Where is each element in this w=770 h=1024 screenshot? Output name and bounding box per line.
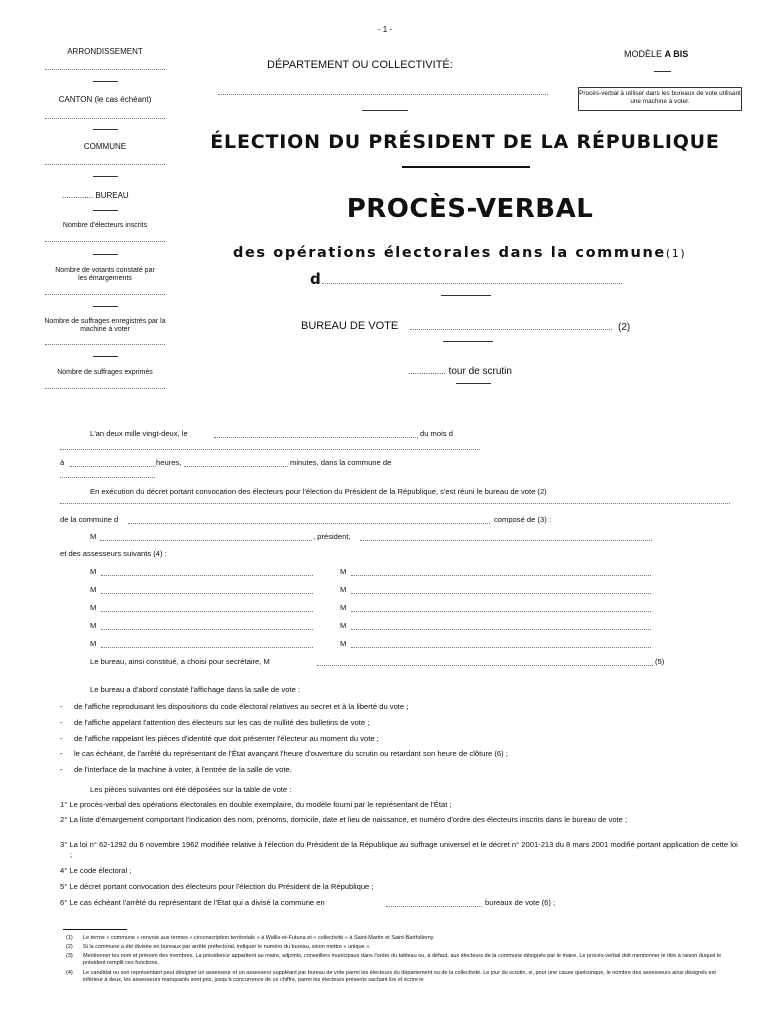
suffrages-enregistres-field[interactable]: [45, 344, 165, 345]
pieces-intro: Les pièces suivantes ont été déposées sur la table de vote :: [90, 785, 292, 794]
assesseur-field[interactable]: [101, 593, 313, 594]
bullet-dash: -: [60, 765, 63, 774]
inscrits-label: Nombre d'électeurs inscrits: [62, 222, 148, 229]
divider: [456, 383, 491, 384]
piece-item: 1° Le procès-verbal des opérations électorales en double exemplaire, du modèle fourni par le représentant de l'État ;: [60, 800, 452, 809]
commune-label: COMMUNE: [83, 142, 127, 151]
subtitle-footnote-ref: (1): [665, 247, 687, 260]
day-field[interactable]: [214, 437, 418, 438]
votants-field[interactable]: [45, 294, 165, 295]
a-label: à: [60, 458, 65, 467]
affichage-item: le cas échéant, de l'arrêté du représentant de l'État avançant l'heure d'ouverture du scrutin ou retardant son heure de clôture (6) ;: [74, 749, 508, 758]
assesseur-field[interactable]: [351, 593, 651, 594]
affichage-item: de l'interface de la machine à voter, à l'entrée de la salle de vote.: [74, 765, 292, 774]
piece-item: 5° Le décret portant convocation des électeurs pour l'élection du Président de la République ;: [60, 882, 374, 891]
note-box: [578, 87, 742, 111]
divider: [362, 110, 408, 111]
nombre-bureaux-field[interactable]: [386, 906, 482, 907]
bureau-label: [62, 191, 172, 200]
footnote-num: (3): [66, 953, 73, 959]
footnote-text: Si la commune a été divisée en bureaux par arrêté préfectoral, indiquer le numéro du bureau, sinon mettre « unique ».: [83, 944, 371, 950]
assesseur-field[interactable]: [351, 575, 651, 576]
tour-text: tour de scrutin: [448, 366, 512, 377]
minutes-field[interactable]: [184, 466, 288, 467]
commune-d-label: de la commune d: [60, 515, 119, 524]
bullet-dash: -: [60, 702, 63, 711]
assesseur-field[interactable]: [101, 611, 313, 612]
canton-label: CANTON (le cas échéant): [58, 95, 152, 104]
inscrits-field[interactable]: [45, 241, 165, 242]
divider: [93, 81, 118, 82]
suffrages-enregistres-label: Nombre de suffrages enregistrés par la machine à voter: [44, 318, 166, 333]
assesseur-m-label: M: [340, 567, 347, 576]
bullet-dash: -: [60, 749, 63, 758]
title-divider: [402, 166, 530, 168]
minutes-label: minutes, dans la commune de: [290, 458, 392, 467]
assesseur-field[interactable]: [101, 575, 313, 576]
modele-label: [624, 49, 688, 59]
affichage-intro: Le bureau a d'abord constaté l'affichage dans la salle de vote :: [90, 685, 301, 694]
tour-number-field[interactable]: .................: [408, 367, 446, 376]
assesseur-m-label: M: [90, 603, 97, 612]
divider: [443, 341, 493, 342]
bullet-dash: -: [60, 734, 63, 743]
secretaire-label: Le bureau, ainsi constitué, a choisi pour secrétaire, M: [90, 657, 270, 666]
month-label: du mois d: [420, 429, 453, 438]
divider: [93, 129, 118, 130]
affichage-item: de l'affiche appelant l'attention des électeurs sur les cas de nullité des bulletins de vote ;: [74, 718, 370, 727]
date-line-label: L'an deux mille vingt-deux, le: [90, 429, 188, 438]
month-field[interactable]: [60, 449, 480, 450]
footnote-text: Mentionner les nom et prénom des membres. La présidence appartient au maire, adjoints, conseillers municipaux dans l'ordre du tableau ou, à défaut, aux électeurs de la commune désignés par le maire. Le procès-verbal doit mentionner le titre à raison duquel le président remplit ces fonctions.: [83, 953, 722, 966]
note-box-text: Procès-verbal à utiliser dans les bureaux de vote utilisant une machine à voter.: [579, 90, 741, 105]
hours-label: heures,: [156, 458, 182, 467]
exprimes-field[interactable]: [45, 388, 165, 389]
assesseur-m-label: M: [90, 639, 97, 648]
piece-item-6: 6° Le cas échéant l'arrêté du représentant de l'État qui a divisé la commune en: [60, 898, 325, 907]
arrondissement-field[interactable]: [45, 69, 165, 70]
bureau-dots[interactable]: ..............: [62, 191, 94, 200]
subtitle-text: des opérations électorales dans la commune: [233, 245, 666, 261]
footnote-num: (1): [66, 935, 73, 941]
departement-field[interactable]: [218, 94, 548, 95]
assesseurs-label: et des assesseurs suivants (4) :: [60, 549, 167, 558]
divider: [654, 71, 671, 72]
piece-item-6-end: bureaux de vote (6) ;: [485, 898, 556, 907]
assesseur-field[interactable]: [351, 629, 651, 630]
assesseur-m-label: M: [90, 567, 97, 576]
assesseur-field[interactable]: [351, 611, 651, 612]
votants-label: Nombre de votants constaté par les émargements: [55, 267, 155, 282]
modele-prefix: MODÈLE: [624, 49, 663, 59]
commune-name-field[interactable]: [322, 283, 622, 284]
president-m-label: M: [90, 532, 97, 541]
divider: [93, 356, 118, 357]
assesseur-m-label: M: [340, 603, 347, 612]
decret-paragraph: En exécution du décret portant convocation des électeurs pour l'élection du Président de la République, s'est réuni le bureau de vote (2): [90, 487, 547, 496]
divider: [441, 295, 491, 296]
bullet-dash: -: [60, 718, 63, 727]
bureau-de-vote-field[interactable]: [410, 329, 612, 330]
assesseur-field[interactable]: [101, 647, 313, 648]
subtitle: [233, 245, 686, 261]
bureau-text: BUREAU: [95, 191, 129, 200]
pv-title: PROCÈS-VERBAL: [346, 194, 594, 224]
assesseur-m-label: M: [90, 621, 97, 630]
footnote-separator: [63, 929, 127, 930]
assesseur-m-label: M: [340, 639, 347, 648]
hours-field[interactable]: [70, 466, 156, 467]
assesseur-m-label: M: [340, 621, 347, 630]
bureau-de-vote-label: BUREAU DE VOTE: [301, 320, 399, 332]
affichage-item: de l'affiche reproduisant les dispositions du code électoral relatives au secret et à la liberté du vote ;: [74, 702, 409, 711]
bureau-footnote-ref: (2): [618, 322, 631, 333]
departement-label: DÉPARTEMENT OU COLLECTIVITÉ:: [267, 59, 453, 71]
divider: [93, 254, 118, 255]
commune-de-field[interactable]: [60, 477, 155, 478]
assesseur-m-label: M: [90, 585, 97, 594]
piece-item: 2° La liste d'émargement comportant l'indication des nom, prénoms, domicile, date et lieu de naissance, et numéro d'ordre des électeurs inscrits dans le bureau de vote ;: [60, 815, 628, 824]
secretaire-field[interactable]: [317, 665, 653, 666]
affichage-item: de l'affiche rappelant les pièces d'identité que doit présenter l'électeur au moment du vote ;: [74, 734, 379, 743]
exprimes-label: Nombre de suffrages exprimés: [57, 369, 153, 376]
election-title: ÉLECTION DU PRÉSIDENT DE LA RÉPUBLIQUE: [210, 131, 720, 153]
commune-field[interactable]: [45, 164, 165, 165]
divider: [93, 306, 118, 307]
divider: [93, 210, 118, 211]
page-number: - 1 -: [377, 25, 393, 34]
footnote-num: (4): [66, 970, 73, 976]
assesseur-m-label: M: [340, 585, 347, 594]
canton-field[interactable]: [45, 118, 165, 119]
president-name-field[interactable]: [100, 540, 312, 541]
divider: [93, 176, 118, 177]
commune-d-field[interactable]: [128, 523, 490, 524]
footnote-text: Le candidat ou son représentant peut désigner un assesseur et un assesseur suppléant par bureau de vote parmi les électeurs du département ou de la collectivité. Le jour du scrutin, si, pour une cause quelconque, le nombre des assesseurs ainsi désignés est inférieur à deux, les assesseurs manquants sont pris, jusqu'à concurrence de ce chiffre, parmi les électeurs présents sachant lire et écrire le: [83, 970, 716, 983]
decret-field[interactable]: [60, 503, 730, 504]
president-title-field[interactable]: [360, 540, 652, 541]
piece-item: 4° Le code électoral ;: [60, 866, 132, 875]
footnote-text: Le terme « commune » renvoie aux termes « circonscription territoriale » à Wallis-et-Futuna et « collectivité » à Saint-Martin et Saint-Barthélemy.: [83, 935, 435, 941]
modele-code: A BIS: [664, 49, 689, 59]
arrondissement-label: ARRONDISSEMENT: [67, 47, 143, 56]
tour-label: [408, 366, 512, 377]
footnote-num: (2): [66, 944, 73, 950]
president-label: , président,: [313, 532, 351, 541]
secretaire-footnote-ref: (5): [655, 657, 665, 666]
assesseur-field[interactable]: [101, 629, 313, 630]
compose-label: composé de (3) :: [494, 515, 551, 524]
piece-item: 3° La loi n° 62-1292 du 6 novembre 1962 modifiée relative à l'élection du Président de la République au suffrage universel et le décret n° 2001-213 du 8 mars 2001 modifié portant application de cette loi ;: [60, 840, 738, 859]
d-letter: d: [310, 270, 321, 288]
assesseur-field[interactable]: [351, 647, 651, 648]
